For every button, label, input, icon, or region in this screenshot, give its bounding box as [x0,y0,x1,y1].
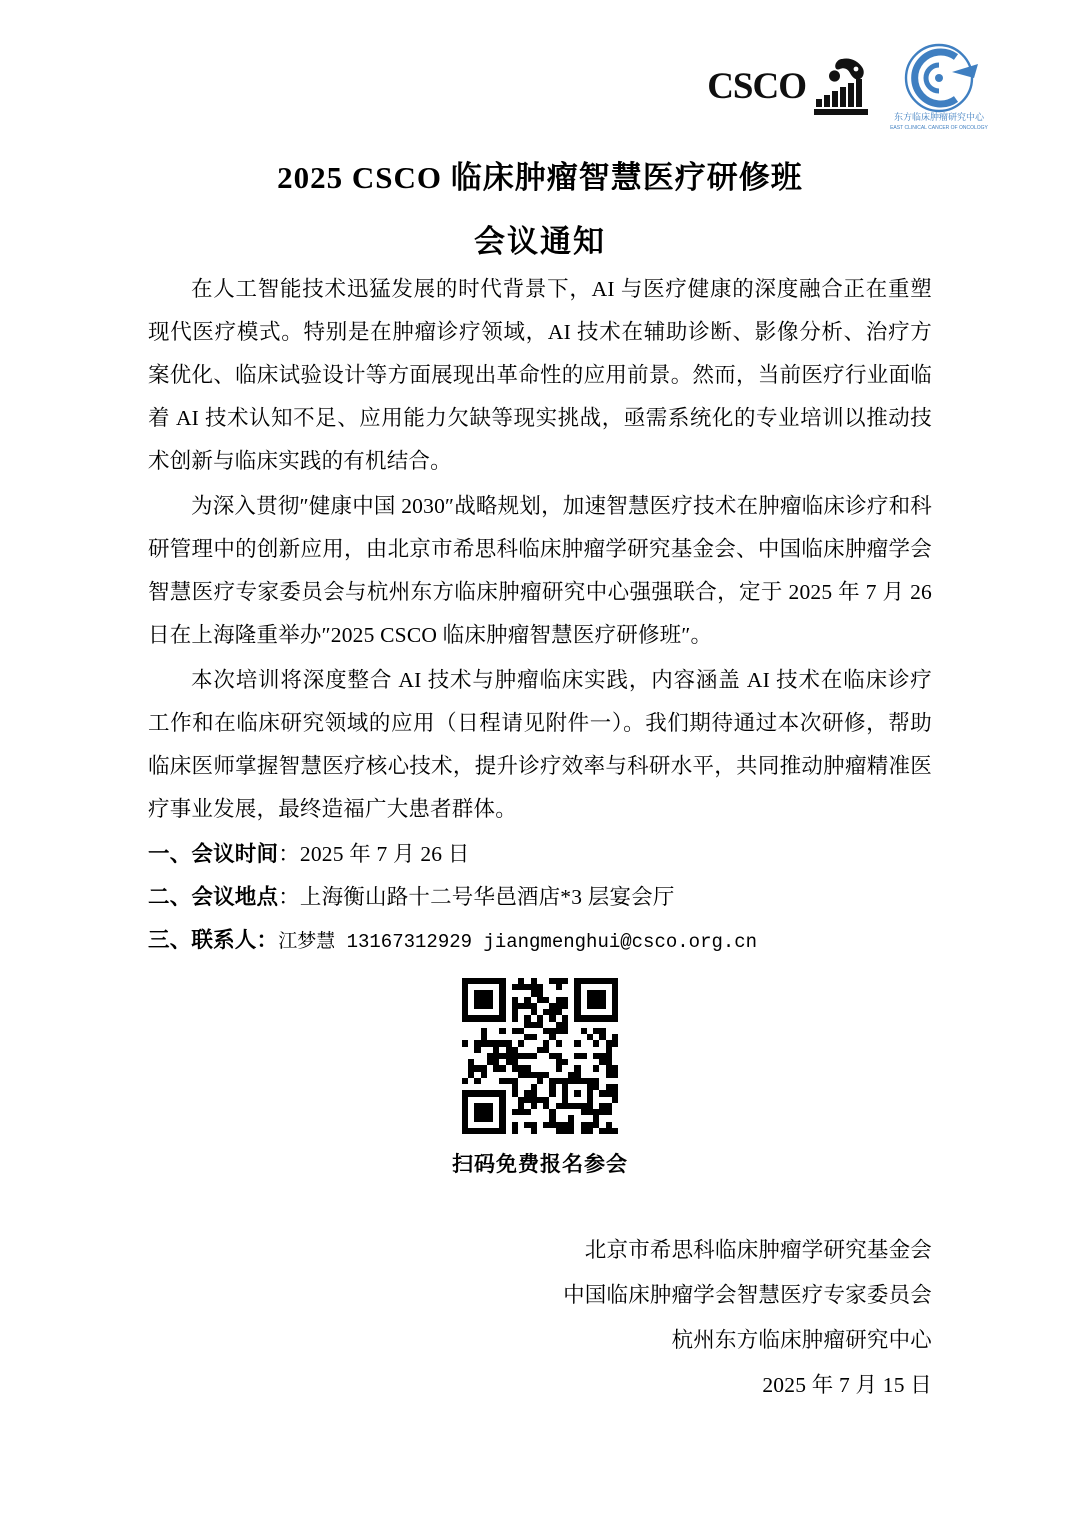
signature-line: 中国临床肿瘤学会智慧医疗专家委员会 [563,1283,932,1307]
dragon-emblem-icon [812,55,870,117]
info-item-label: 三、联系人： [148,928,279,952]
info-item-meeting-location [148,876,932,919]
info-item-label: 二、会议地点 [148,885,279,909]
paragraph-2: 为深入贯彻″健康中国 2030″战略规划，加速智慧医疗技术在肿瘤临床诊疗和科研管理中的创新应用，由北京市希思科临床肿瘤学研究基金会、中国临床肿瘤学会智慧医疗专家委员会与杭州东方临床肿瘤研究中心强强联合，定于 2025 年 7 月 26 日在上海隆重举办″2025 CSCO 临床肿瘤智慧医疗研修班″。 [148,494,932,647]
header-logos [707,40,992,132]
document-body [148,268,932,964]
svg-text:东方临床肿瘤研究中心: 东方临床肿瘤研究中心 [893,112,985,122]
paragraph-1: 在人工智能技术迅猛发展的时代背景下，AI 与医疗健康的深度融合正在重塑现代医疗模式。特别是在肿瘤诊疗领域，AI 技术在辅助诊断、影像分析、治疗方案优化、临床试验设计等方面展现出革命性的应用前景。然而，当前医疗行业面临着 AI 技术认知不足、应用能力欠缺等现实挑战，亟需系统化的专业培训以推动技术创新与临床实践的有机结合。 [148,277,932,473]
qr-code-container [0,978,1080,1134]
info-item-separator: ： [278,842,300,866]
signature-date: 2025 年 7 月 15 日 [762,1373,932,1397]
document-subtitle: 会议通知 [474,224,606,259]
document-title: 2025 CSCO 临床肿瘤智慧医疗研修班 [277,160,803,195]
qr-code-caption: 扫码免费报名参会 [452,1152,628,1176]
info-item-label: 一、会议时间 [148,842,279,866]
signature-line: 北京市希思科临床肿瘤学研究基金会 [584,1238,932,1262]
signature-block [452,1228,932,1408]
registration-qr-code[interactable] [462,978,618,1134]
info-item-value: 江梦慧 13167312929 jiangmenghui@csco.org.cn [278,931,758,953]
csco-logo-text: CSCO [707,65,806,107]
svg-text:EAST CLINICAL CANCER OF ONCOLO: EAST CLINICAL CANCER OF ONCOLOGY [890,125,988,131]
info-item-value: 上海衡山路十二号华邑酒店*3 层宴会厅 [299,885,675,909]
info-item-meeting-time [148,833,932,876]
east-center-logo [886,40,992,132]
csco-logo [707,55,870,117]
signature-line: 杭州东方临床肿瘤研究中心 [671,1328,932,1352]
info-item-separator: ： [278,885,300,909]
info-item-contact [148,919,932,964]
paragraph-3: 本次培训将深度整合 AI 技术与肿瘤临床实践，内容涵盖 AI 技术在临床诊疗工作和在临床研究领域的应用（日程请见附件一）。我们期待通过本次研修，帮助临床医师掌握智慧医疗核心技术，提升诊疗效率与科研水平，共同推动肿瘤精准医疗事业发展，最终造福广大患者群体。 [148,668,932,821]
info-item-value: 2025 年 7 月 26 日 [299,842,470,866]
